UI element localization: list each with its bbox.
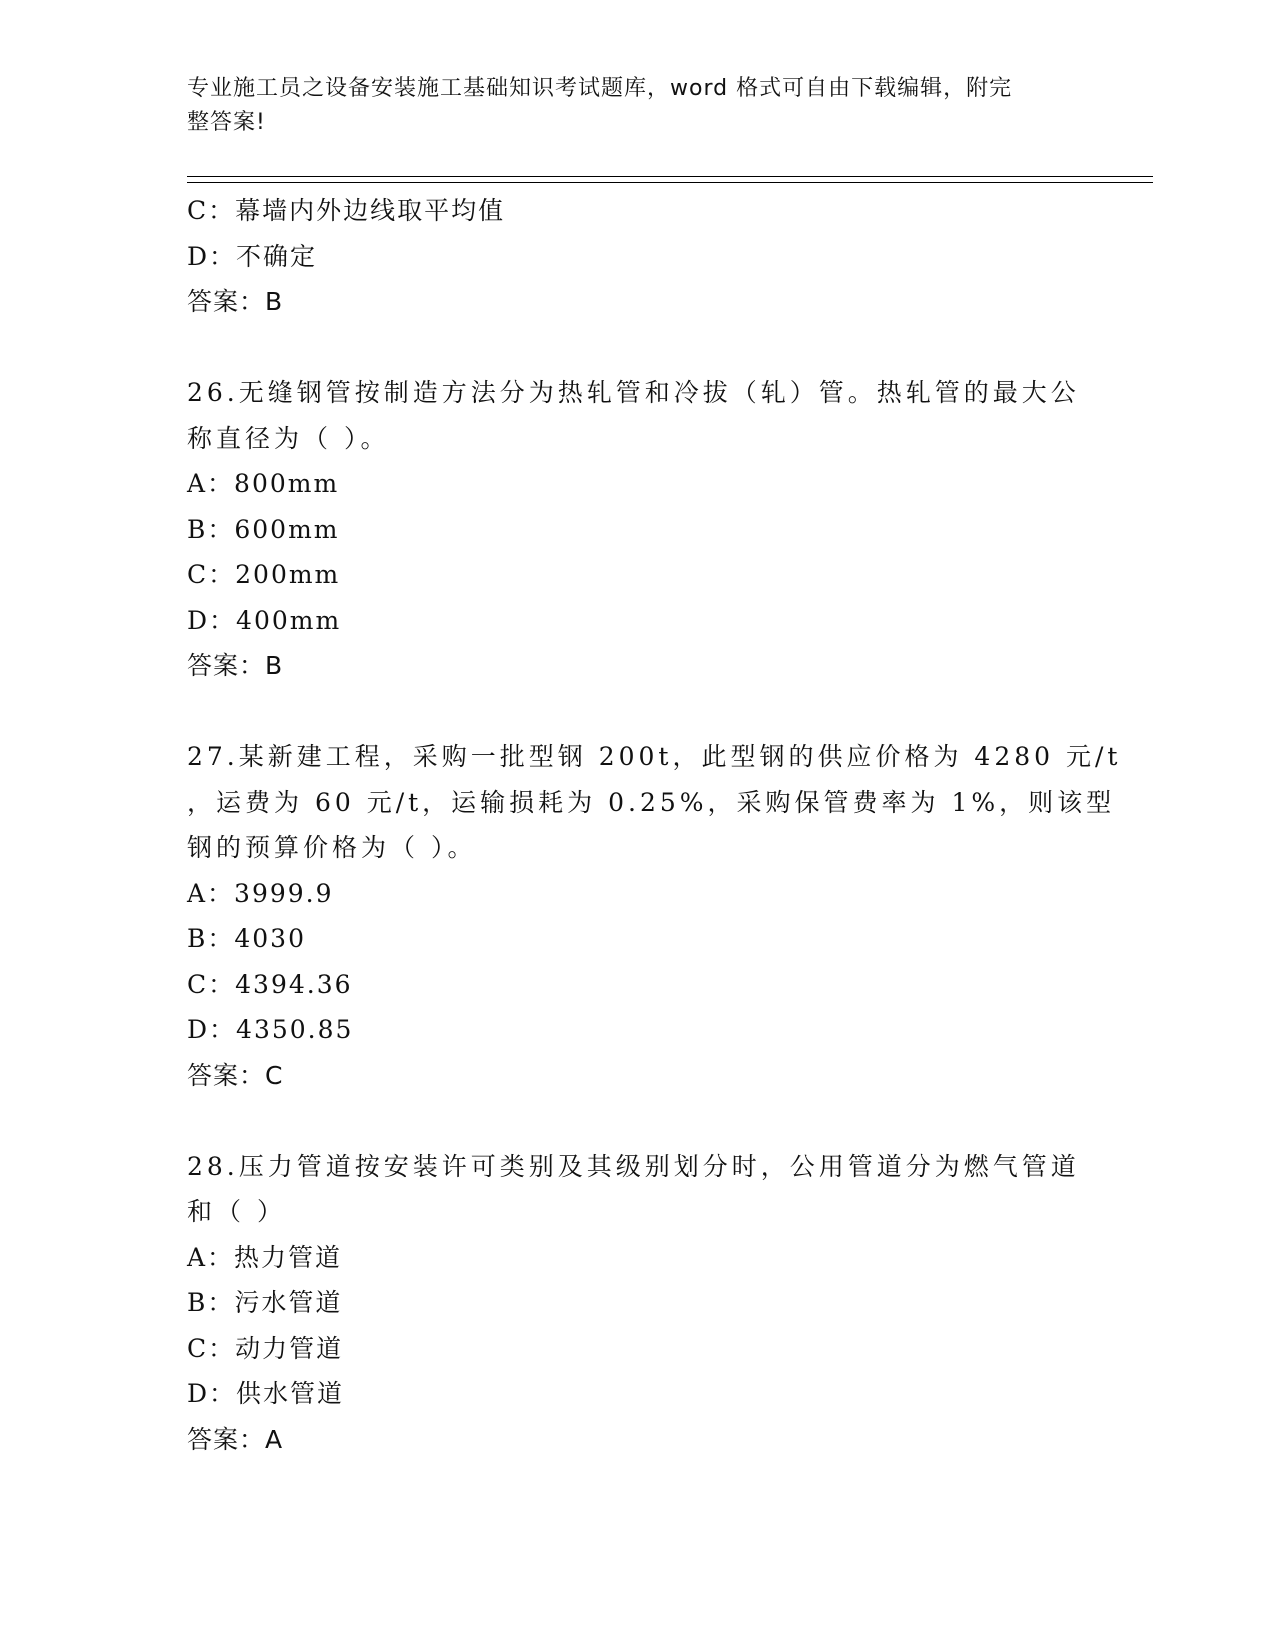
document-body <box>187 188 1122 1462</box>
document-header <box>187 72 1067 140</box>
question-text-line: ，运费为 60 元/t，运输损耗为 0.25%，采购保管费率为 1%，则该型 <box>187 787 1116 817</box>
option-d: D：4350.85 <box>187 1015 354 1044</box>
question-text-line: 称直径为（ ）。 <box>187 423 390 453</box>
question-text-line: 和（ ） <box>187 1197 286 1226</box>
header-line-1: 专业施工员之设备安装施工基础知识考试题库，word 格式可自由下载编辑，附完 <box>187 76 1013 101</box>
option-a: A：800mm <box>187 469 340 498</box>
option-d: D：400mm <box>187 605 342 635</box>
answer-line: 答案：B <box>187 651 284 680</box>
question-28 <box>187 1144 1087 1463</box>
spacer <box>187 689 1087 735</box>
answer-line: 答案：B <box>187 287 284 316</box>
question-text-line: 26.无缝钢管按制造方法分为热轧管和冷拔（轧）管。热轧管的最大公 <box>187 378 1080 407</box>
header-rule-bottom <box>187 182 1153 183</box>
option-c: C：幕墙内外边线取平均值 <box>187 196 506 225</box>
option-b: B：4030 <box>187 924 306 953</box>
answer-line: 答案：C <box>187 1060 284 1090</box>
header-rule-top <box>187 176 1153 177</box>
option-a: A：热力管道 <box>187 1242 343 1272</box>
option-b: B：污水管道 <box>187 1288 343 1317</box>
question-27 <box>187 734 1122 1098</box>
question-text-line: 28.压力管道按安装许可类别及其级别划分时，公用管道分为燃气管道 <box>187 1151 1080 1181</box>
answer-line: 答案：A <box>187 1424 284 1454</box>
option-c: C：4394.36 <box>187 969 353 999</box>
question-26 <box>187 370 1087 689</box>
spacer <box>187 325 1087 371</box>
question-text-line: 钢的预算价格为（ ）。 <box>187 833 477 862</box>
option-d: D：供水管道 <box>187 1379 345 1408</box>
option-a: A：3999.9 <box>187 878 334 908</box>
option-b: B：600mm <box>187 514 340 544</box>
header-line-2: 整答案! <box>187 110 266 135</box>
spacer <box>187 1098 1087 1144</box>
option-d: D：不确定 <box>187 241 318 271</box>
question-25-tail <box>187 188 1087 325</box>
option-c: C：动力管道 <box>187 1333 344 1363</box>
question-text-line: 27.某新建工程，采购一批型钢 200t，此型钢的供应价格为 4280 元/t <box>187 742 1122 771</box>
option-c: C：200mm <box>187 560 341 589</box>
